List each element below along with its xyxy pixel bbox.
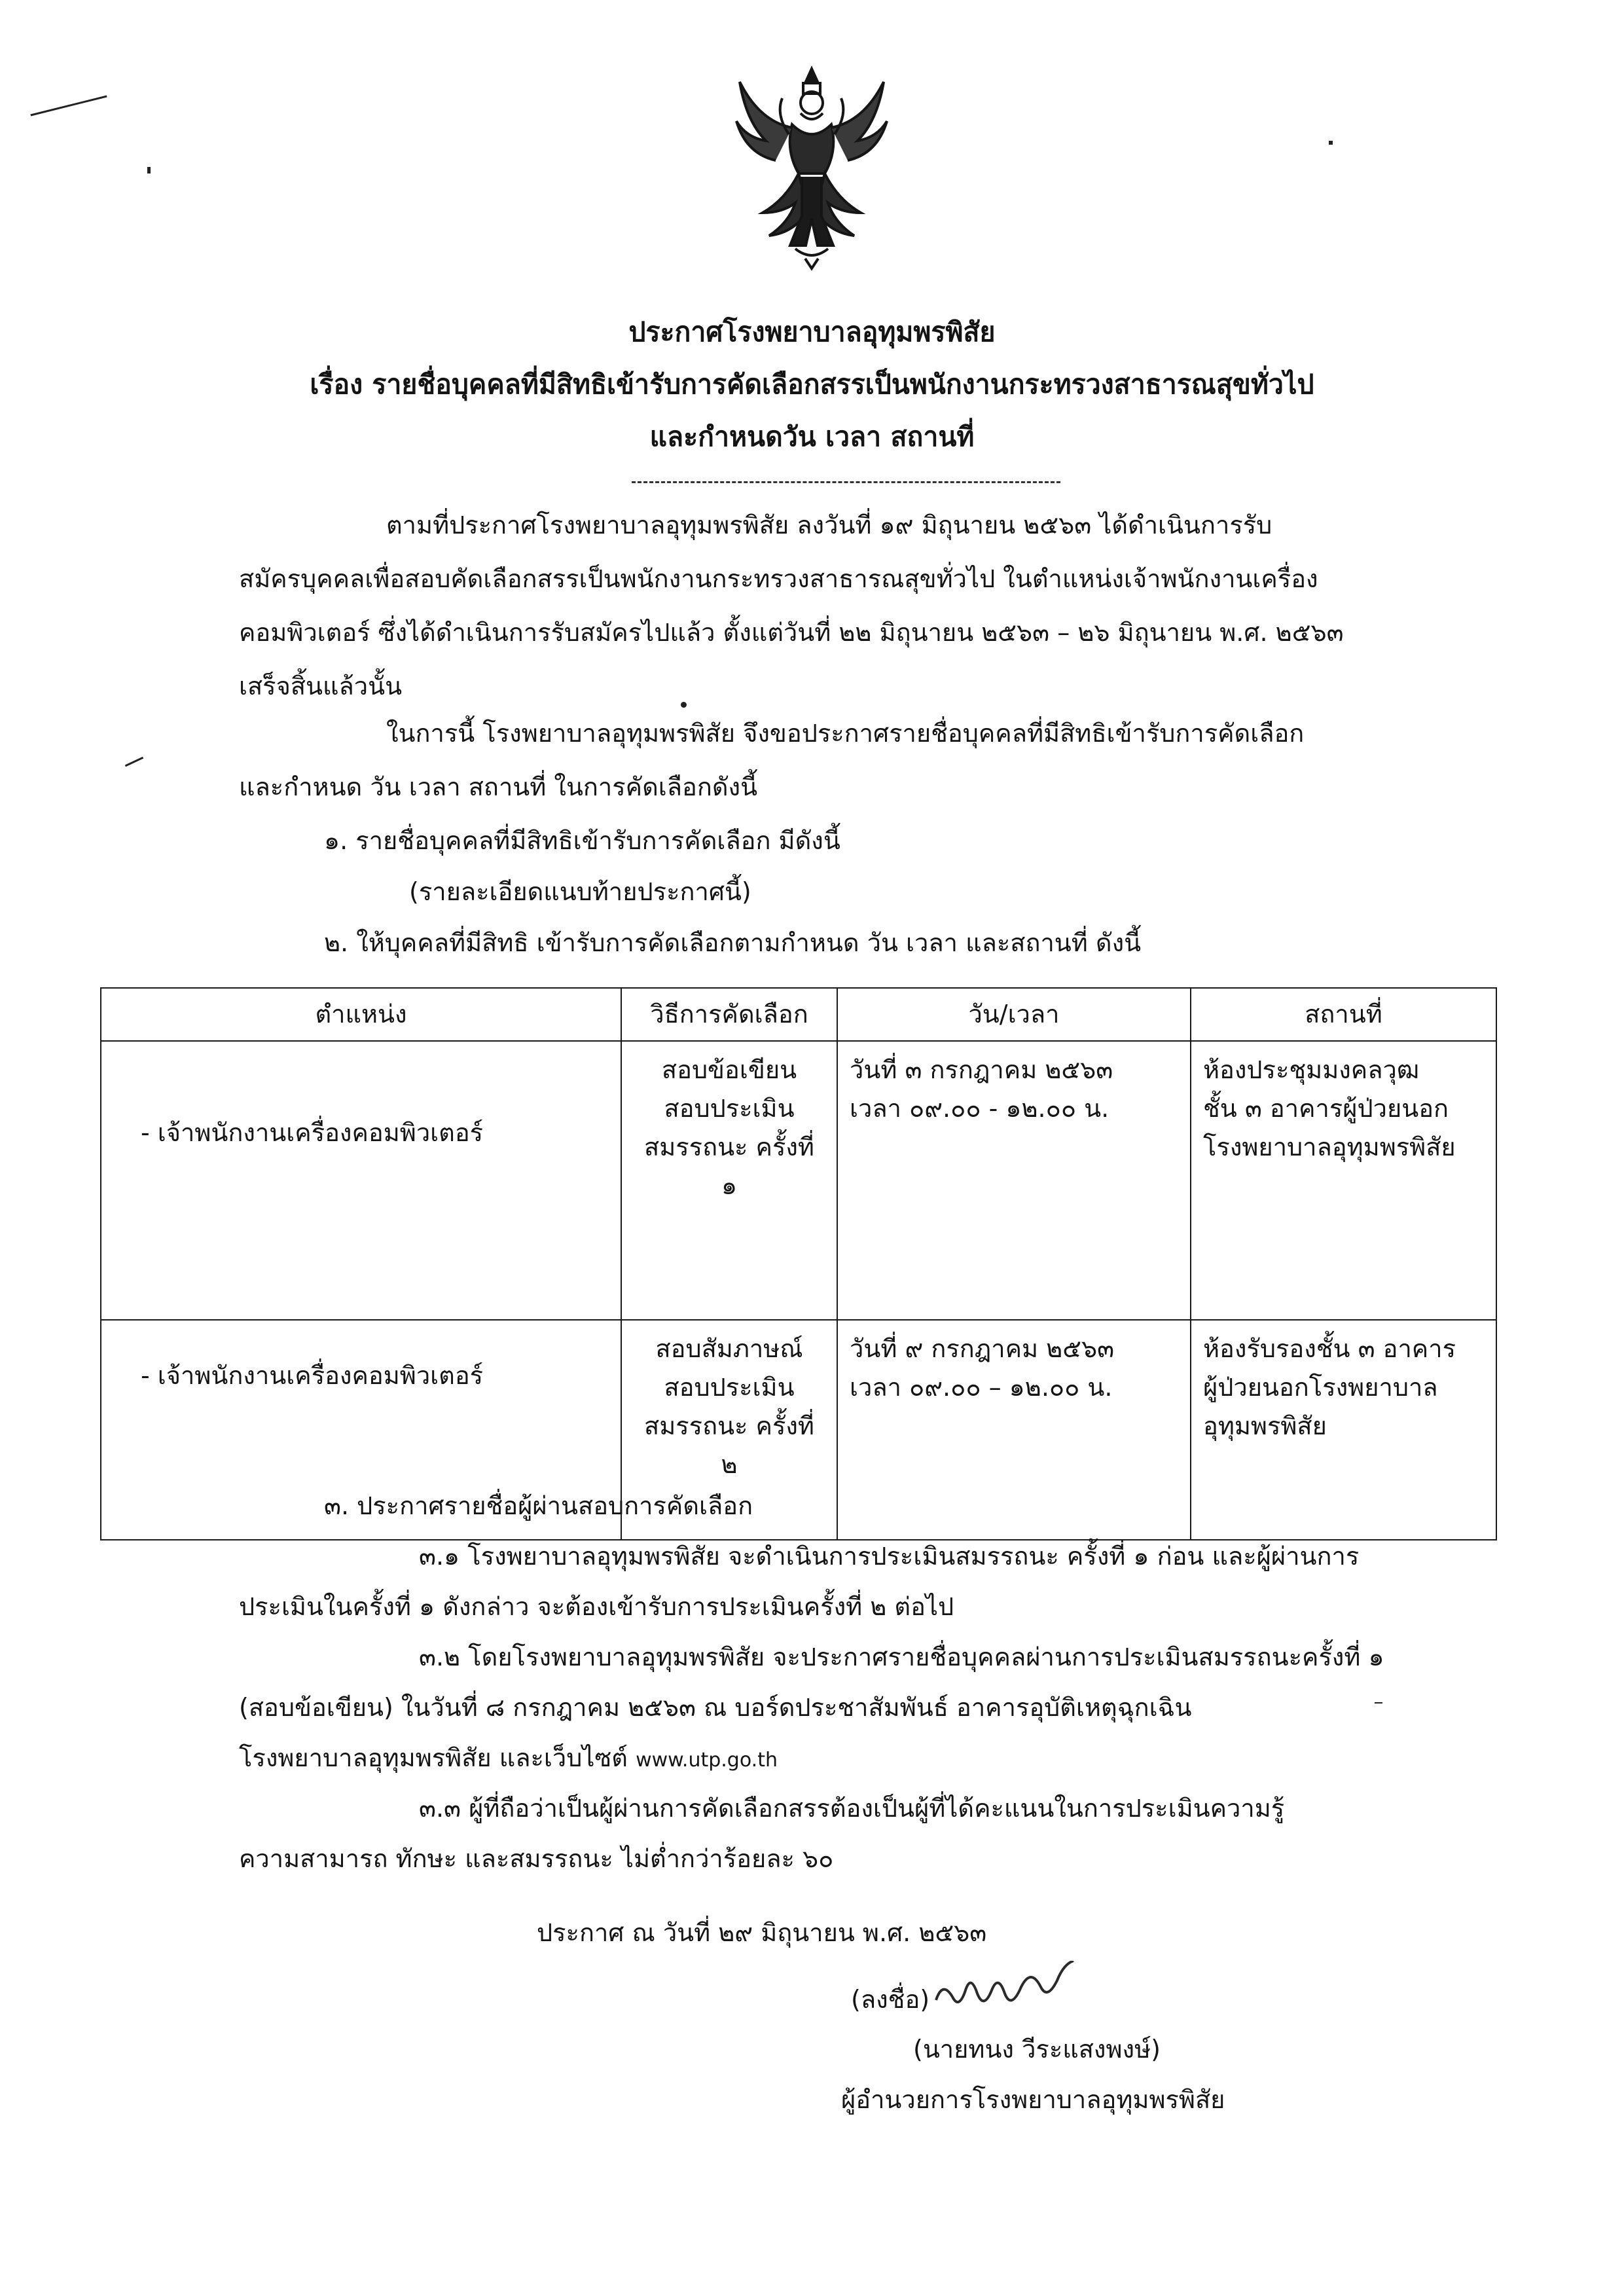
announcement-title: ประกาศโรงพยาบาลอุทุมพรพิสัย (628, 316, 996, 348)
signer-name: (นายทนง วีระแสงพงษ์) (913, 2035, 1161, 2064)
paragraph-line: ๓.๑ โรงพยาบาลอุทุมพรพิสัย จะดำเนินการประเมินสมรรถนะ ครั้งที่ ๑ ก่อน และผู้ผ่านการ (419, 1542, 1360, 1571)
paragraph-line: และกำหนด วัน เวลา สถานที่ ในการคัดเลือกดังนี้ (239, 773, 758, 801)
paragraph-line: คอมพิวเตอร์ ซึ่งได้ดำเนินการรับสมัครไปแล้ว ตั้งแต่วันที่ ๒๒ มิถุนายน ๒๕๖๓ – ๒๖ มิถุนายน พ.ศ. ๒๕๖๓ (239, 618, 1344, 647)
paragraph-line: ๓.๓ ผู้ที่ถือว่าเป็นผู้ผ่านการคัดเลือกสรรต้องเป็นผู้ที่ได้คะแนนในการประเมินความรู้ (419, 1794, 1285, 1823)
place-line: โรงพยาบาลอุทุมพรพิสัย (1203, 1132, 1456, 1161)
col-header-position: ตำแหน่ง (101, 988, 621, 1041)
place-line: ห้องรับรองชั้น ๓ อาคาร (1203, 1334, 1456, 1363)
item-1-note: (รายละเอียดแนบท้ายประกาศนี้) (409, 877, 751, 906)
scan-mark (681, 702, 687, 708)
item-1: ๑. รายชื่อบุคคลที่มีสิทธิเข้ารับการคัดเลือก มีดังนี้ (324, 826, 840, 855)
datetime-line: วันที่ ๙ กรกฎาคม ๒๕๖๓ (850, 1334, 1115, 1363)
datetime-line: เวลา ๐๙.๐๐ - ๑๒.๐๐ น. (850, 1093, 1110, 1123)
method-line: สมรรถนะ ครั้งที่ ๑ (644, 1132, 814, 1200)
method-line: สอบข้อเขียน (661, 1055, 797, 1084)
paragraph-line: ในการนี้ โรงพยาบาลอุทุมพรพิสัย จึงขอประกาศรายชื่อบุคคลที่มีสิทธิเข้ารับการคัดเลือก (386, 719, 1305, 748)
announcement-subject-line2: และกำหนดวัน เวลา สถานที่ (649, 421, 975, 452)
col-header-method: วิธีการคัดเลือก (621, 988, 837, 1041)
paragraph-line: ตามที่ประกาศโรงพยาบาลอุทุมพรพิสัย ลงวันที่ ๑๙ มิถุนายน ๒๕๖๓ ได้ดำเนินการรับ (386, 511, 1272, 539)
table-row (101, 1320, 1496, 1540)
scan-mark (125, 757, 143, 767)
table-row (101, 1041, 1496, 1320)
cell-method (621, 1041, 837, 1320)
signature-scribble-icon (929, 1961, 1139, 2020)
cell-place (1191, 1041, 1496, 1320)
paragraph-line: สมัครบุคคลเพื่อสอบคัดเลือกสรรเป็นพนักงานกระทรวงสาธารณสุขทั่วไป ในตำแหน่งเจ้าพนักงานเครื่อง (239, 564, 1318, 593)
paragraph-line (239, 1743, 778, 1774)
cell-position: - เจ้าพนักงานเครื่องคอมพิวเตอร์ (101, 1320, 621, 1540)
paragraph-line: ประเมินในครั้งที่ ๑ ดังกล่าว จะต้องเข้ารับการประเมินครั้งที่ ๒ ต่อไป (239, 1592, 954, 1621)
method-line: สอบสัมภาษณ์ (655, 1334, 803, 1363)
place-line: อุทุมพรพิสัย (1203, 1411, 1327, 1440)
schedule-table (100, 987, 1497, 1540)
sign-label: (ลงชื่อ) (851, 1985, 930, 2014)
place-line: ห้องประชุมมงคลวุฒ (1203, 1055, 1420, 1084)
cell-position: - เจ้าพนักงานเครื่องคอมพิวเตอร์ (101, 1041, 621, 1320)
place-line: ผู้ป่วยนอกโรงพยาบาล (1203, 1372, 1438, 1402)
method-line: สอบประเมิน (664, 1093, 795, 1123)
announcement-subject: เรื่อง รายชื่อบุคคลที่มีสิทธิเข้ารับการคัดเลือกสรรเป็นพนักงานกระทรวงสาธารณสุขทั่วไป (310, 369, 1314, 400)
announcement-date: ประกาศ ณ วันที่ ๒๙ มิถุนายน พ.ศ. ๒๕๖๓ (537, 1918, 987, 1947)
place-line: ชั้น ๓ อาคารผู้ป่วยนอก (1203, 1093, 1449, 1123)
col-header-place: สถานที่ (1191, 988, 1496, 1041)
item-2: ๒. ให้บุคคลที่มีสิทธิ เข้ารับการคัดเลือกตามกำหนด วัน เวลา และสถานที่ ดังนี้ (324, 928, 1142, 957)
scan-mark (30, 96, 107, 117)
method-line: สมรรถนะ ครั้งที่ ๒ (644, 1411, 814, 1479)
scan-mark (147, 167, 151, 173)
cell-place (1191, 1320, 1496, 1540)
scan-mark (1329, 141, 1333, 145)
method-line: สอบประเมิน (664, 1372, 795, 1402)
header-divider (632, 481, 1060, 483)
datetime-line: เวลา ๐๙.๐๐ – ๑๒.๐๐ น. (850, 1372, 1113, 1402)
website-prefix: โรงพยาบาลอุทุมพรพิสัย และเว็บไซต์ (239, 1743, 628, 1772)
signer-title: ผู้อำนวยการโรงพยาบาลอุทุมพรพิสัย (841, 2085, 1225, 2114)
col-header-datetime: วัน/เวลา (837, 988, 1191, 1041)
section-3-heading: ๓. ประกาศรายชื่อผู้ผ่านสอบการคัดเลือก (324, 1491, 753, 1520)
cell-datetime (837, 1320, 1191, 1540)
scan-mark (1375, 1702, 1382, 1704)
paragraph-line: (สอบข้อเขียน) ในวันที่ ๘ กรกฎาคม ๒๕๖๓ ณ บอร์ดประชาสัมพันธ์ อาคารอุบัติเหตุฉุกเฉิน (239, 1693, 1192, 1722)
website-link[interactable]: www.utp.go.th (636, 1749, 778, 1772)
datetime-line: วันที่ ๓ กรกฎาคม ๒๕๖๓ (850, 1055, 1113, 1084)
cell-datetime (837, 1041, 1191, 1320)
paragraph-line: เสร็จสิ้นแล้วนั้น (239, 672, 403, 701)
paragraph-line: ๓.๒ โดยโรงพยาบาลอุทุมพรพิสัย จะประกาศรายชื่อบุคคลผ่านการประเมินสมรรถนะครั้งที่ ๑ (419, 1643, 1384, 1671)
table-header-row (101, 988, 1496, 1041)
paragraph-line: ความสามารถ ทักษะ และสมรรถนะ ไม่ต่ำกว่าร้อยละ ๖๐ (239, 1844, 834, 1873)
garuda-emblem-icon (730, 62, 893, 272)
